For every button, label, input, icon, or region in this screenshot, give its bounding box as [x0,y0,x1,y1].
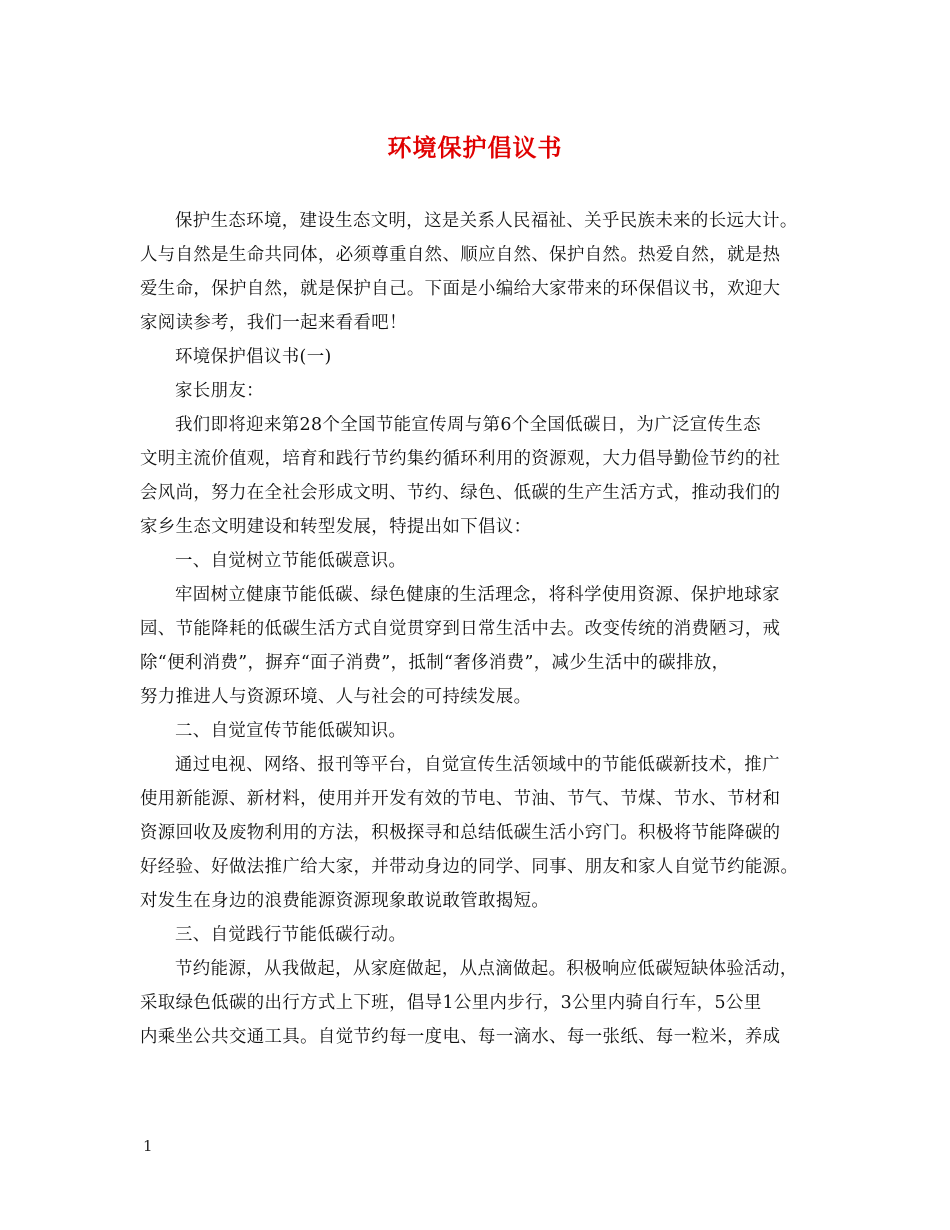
text-line: 爱生命，保护自然，就是保护自己。下面是小编给大家带来的环保倡议书，欢迎大 [140,279,781,299]
text-line: 家长朋友： [175,381,264,401]
document-title: 环境保护倡议书 [387,133,563,162]
text-line: 节约能源，从我做起，从家庭做起，从点滴做起。积极响应低碳短缺体验活动， [175,959,798,979]
text-line: 文明主流价值观，培育和践行节约集约循环利用的资源观，大力倡导勤俭节约的社 [140,449,781,469]
text-line: 二、自觉宣传节能低碳知识。 [175,721,407,741]
text-line: 我们即将迎来第28个全国节能宣传周与第6个全国低碳日，为广泛宣传生态 [175,415,761,435]
text-line: 会风尚，努力在全社会形成文明、节约、绿色、低碳的生产生活方式，推动我们的 [140,483,781,503]
text-line: 保护生态环境，建设生态文明，这是关系人民福祉、关乎民族未来的长远大计。 [175,211,798,231]
text-line: 内乘坐公共交通工具。自觉节约每一度电、每一滴水、每一张纸、每一粒米，养成 [140,1027,781,1047]
page-number: 1 [143,1137,153,1155]
text-line: 对发生在身边的浪费能源资源现象敢说敢管敢揭短。 [140,891,550,911]
text-line: 人与自然是生命共同体，必须尊重自然、顺应自然、保护自然。热爱自然，就是热 [140,245,781,265]
text-line: 通过电视、网络、报刊等平台，自觉宣传生活领域中的节能低碳新技术，推广 [175,755,780,775]
document-body [140,204,820,1054]
text-line: 牢固树立健康节能低碳、绿色健康的生活理念，将科学使用资源、保护地球家 [175,585,780,605]
text-line: 家阅读参考，我们一起来看看吧！ [140,313,407,333]
text-line: 除“便利消费”，摒弃“面子消费”，抵制“奢侈消费”，减少生活中的碳排放， [140,653,730,673]
text-line: 使用新能源、新材料，使用并开发有效的节电、节油、节气、节煤、节水、节材和 [140,789,781,809]
text-line: 园、节能降耗的低碳生活方式自觉贯穿到日常生活中去。改变传统的消费陋习，戒 [140,619,781,639]
text-line: 三、自觉践行节能低碳行动。 [175,925,407,945]
text-line: 资源回收及废物利用的方法，积极探寻和总结低碳生活小窍门。积极将节能降碳的 [140,823,781,843]
text-line: 家乡生态文明建设和转型发展，特提出如下倡议： [140,517,532,537]
text-line: 一、自觉树立节能低碳意识。 [175,551,407,571]
text-line: 努力推进人与资源环境、人与社会的可持续发展。 [140,687,532,707]
text-line: 好经验、好做法推广给大家，并带动身边的同学、同事、朋友和家人自觉节约能源。 [140,857,799,877]
text-line: 环境保护倡议书(一) [175,347,332,367]
text-line: 采取绿色低碳的出行方式上下班，倡导1公里内步行，3公里内骑自行车，5公里 [140,993,762,1013]
